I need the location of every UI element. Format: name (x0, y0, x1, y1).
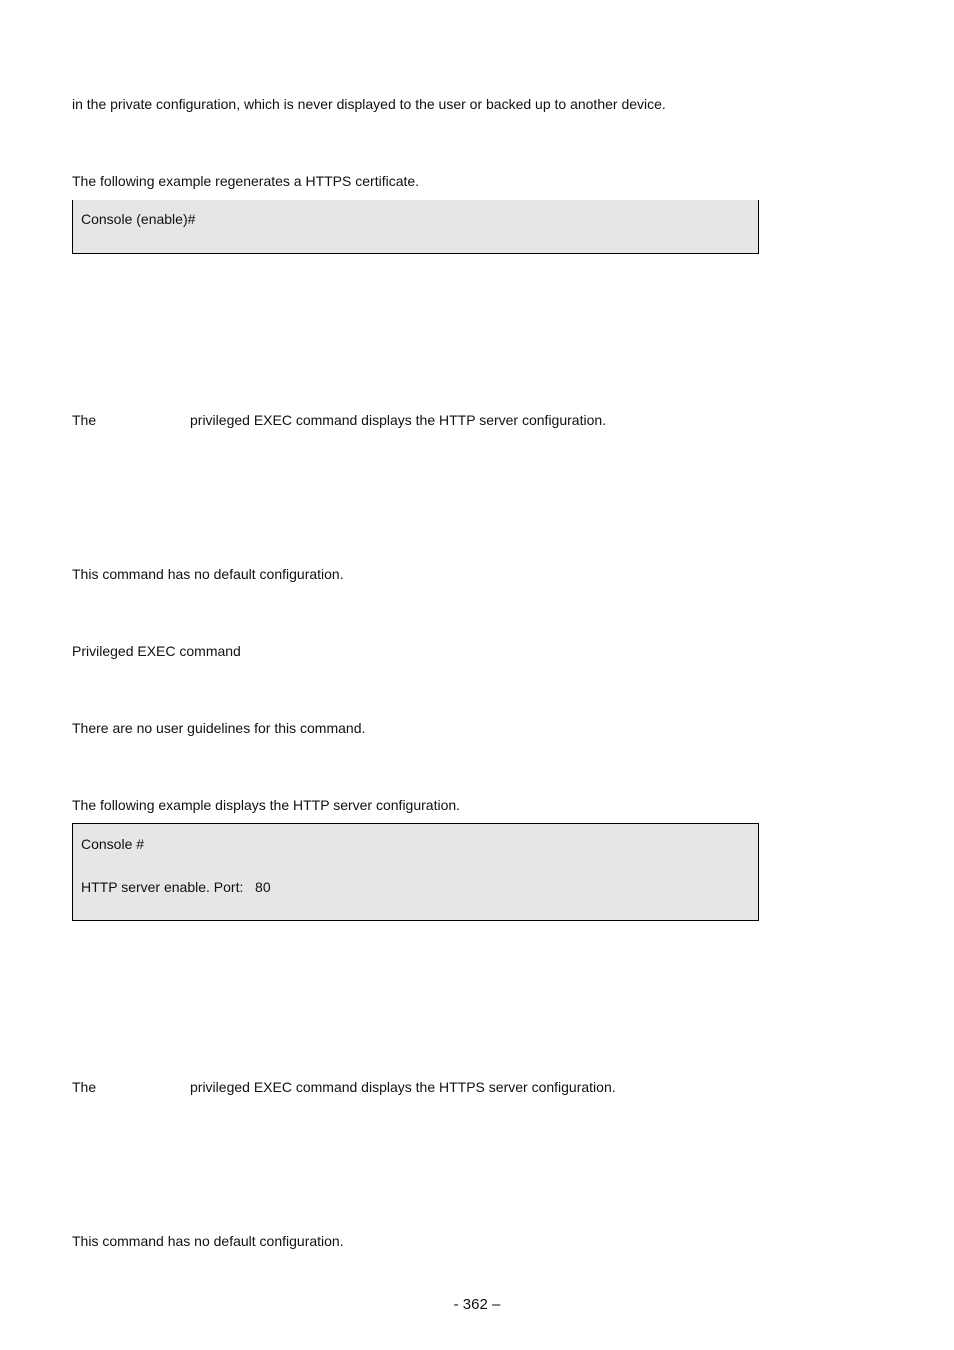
code-line-console: Console # (81, 836, 145, 852)
code-example-http-server (72, 823, 759, 921)
paragraph-http-description-lead: The (72, 412, 97, 428)
paragraph-command-mode: Privileged EXEC command (72, 643, 241, 659)
paragraph-https-description-lead: The (72, 1079, 97, 1095)
paragraph-http-description: privileged EXEC command displays the HTTP server configuration. (190, 412, 607, 428)
code-example-regenerate-certificate (72, 200, 759, 254)
paragraph-https-description: privileged EXEC command displays the HTTPS server configuration. (190, 1079, 616, 1095)
paragraph-private-configuration: in the private configuration, which is never displayed to the user or backed up to another device. (72, 96, 666, 112)
code-line-http-server-status: HTTP server enable. Port: 80 (81, 879, 271, 895)
paragraph-regenerate-example-intro: The following example regenerates a HTTPS certificate. (72, 173, 420, 189)
paragraph-https-default-configuration: This command has no default configuration. (72, 1233, 344, 1249)
paragraph-user-guidelines: There are no user guidelines for this command. (72, 720, 366, 736)
page-number: - 362 – (453, 1296, 501, 1313)
paragraph-default-configuration: This command has no default configuration. (72, 566, 344, 582)
code-line-console-enable: Console (enable)# (81, 211, 196, 227)
paragraph-http-example-intro: The following example displays the HTTP server configuration. (72, 797, 461, 813)
